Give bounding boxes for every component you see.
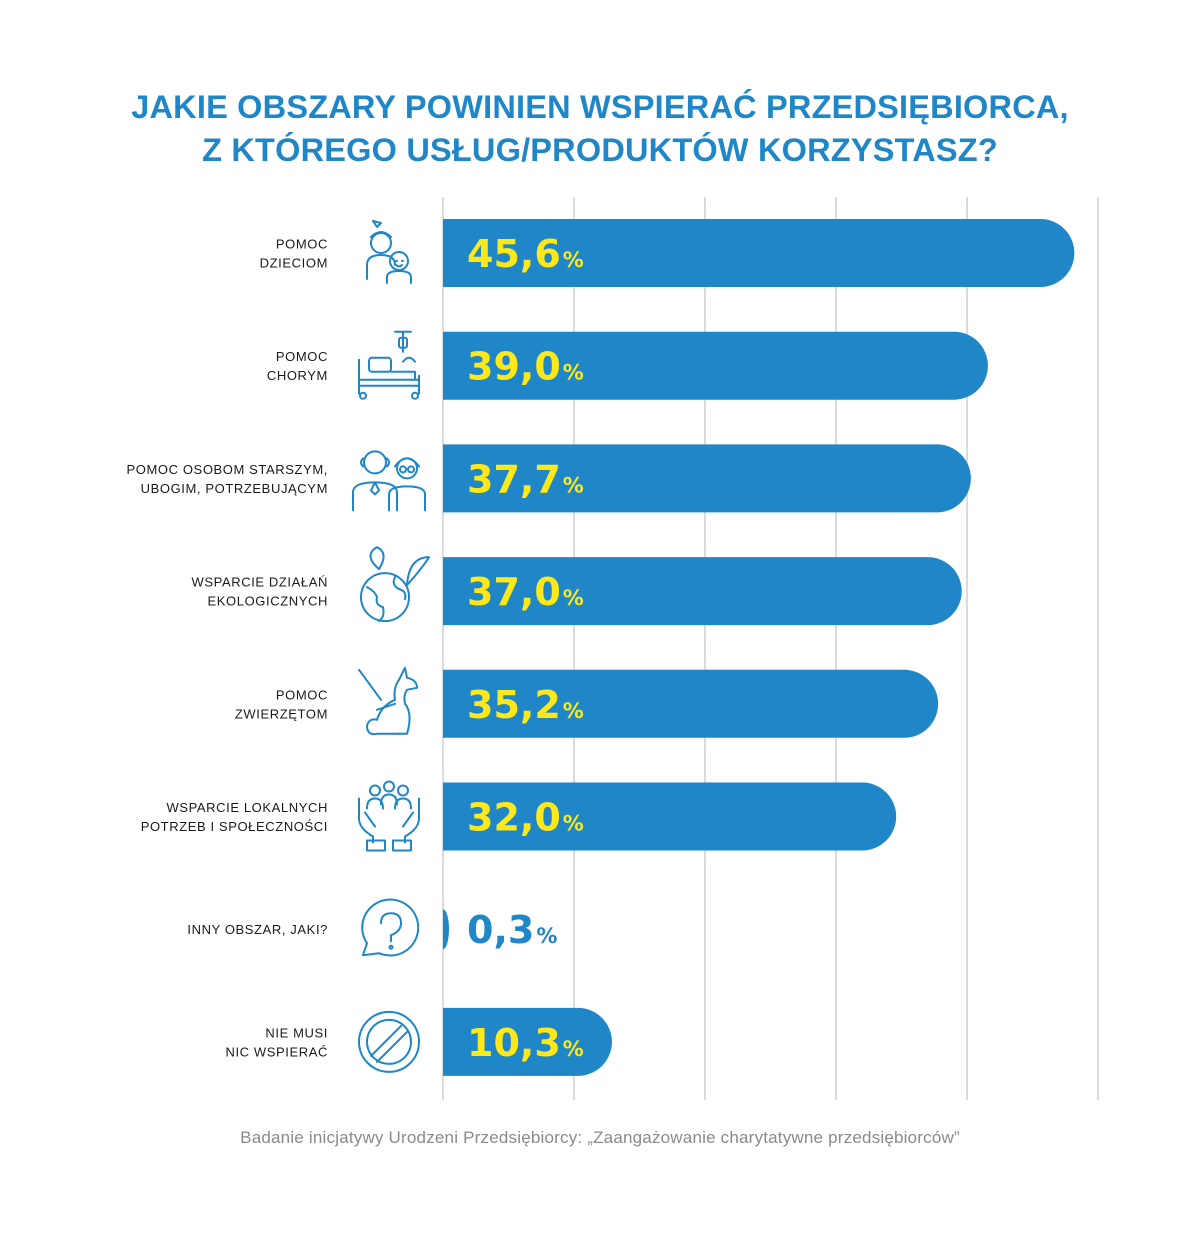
category-label: NIC WSPIERAĆ [225, 1044, 328, 1060]
elderly-couple-icon [353, 451, 425, 510]
question-bubble-icon [362, 900, 418, 956]
bars [443, 219, 1074, 1076]
value-number: 45,6 [467, 232, 561, 276]
title-line-2: Z KTÓREGO USŁUG/PRODUKTÓW KORZYSTASZ? [202, 132, 998, 168]
prohibited-icon [359, 1012, 419, 1072]
value-unit: % [562, 360, 584, 385]
category-label: POMOC OSOBOM STARSZYM, [126, 461, 328, 477]
community-hands-icon [359, 782, 419, 851]
value-label [467, 908, 557, 952]
value-unit: % [562, 698, 584, 723]
earth-leaf-icon [361, 547, 429, 621]
dog-icon [359, 668, 417, 734]
value-number: 32,0 [467, 795, 561, 840]
category-icons [353, 221, 429, 1072]
value-number: 35,2 [467, 682, 561, 727]
category-label: DZIECIOM [259, 255, 328, 271]
category-label: CHORYM [266, 368, 328, 384]
hospital-bed-icon [359, 332, 419, 399]
value-number: 39,0 [467, 344, 561, 389]
value-unit: % [562, 248, 584, 272]
category-label: UBOGIM, POTRZEBUJĄCYM [140, 480, 328, 496]
category-label: INNY OBSZAR, JAKI? [187, 922, 328, 938]
category-label: ZWIERZĘTOM [234, 706, 328, 722]
category-label: EKOLOGICZNYCH [207, 593, 328, 609]
value-number: 37,7 [467, 457, 561, 502]
value-unit: % [562, 811, 584, 836]
value-unit: % [562, 586, 584, 611]
value-number: 0,3 [467, 908, 535, 953]
category-label: WSPARCIE LOKALNYCH [166, 800, 328, 815]
children-icon [367, 221, 411, 283]
category-label: POMOC [275, 349, 328, 365]
value-unit: % [562, 473, 584, 498]
value-number: 10,3 [467, 1020, 561, 1065]
bar [443, 909, 449, 949]
category-label: WSPARCIE DZIAŁAŃ [191, 574, 328, 590]
source-footer: Badanie inicjatywy Urodzeni Przedsiębiorcy: „Zaangażowanie charytatywne przedsiębiorców” [240, 1128, 960, 1147]
value-unit: % [562, 1036, 584, 1061]
category-label: POTRZEB I SPOŁECZNOŚCI [140, 819, 328, 834]
category-label: NIE MUSI [265, 1025, 328, 1041]
value-unit: % [536, 924, 558, 949]
category-labels [127, 237, 328, 1060]
category-label: POMOC [275, 236, 328, 252]
category-label: POMOC [275, 687, 328, 703]
title-line-1: JAKIE OBSZARY POWINIEN WSPIERAĆ PRZEDSIĘBIORCA, [131, 89, 1069, 125]
value-number: 37,0 [467, 570, 561, 615]
